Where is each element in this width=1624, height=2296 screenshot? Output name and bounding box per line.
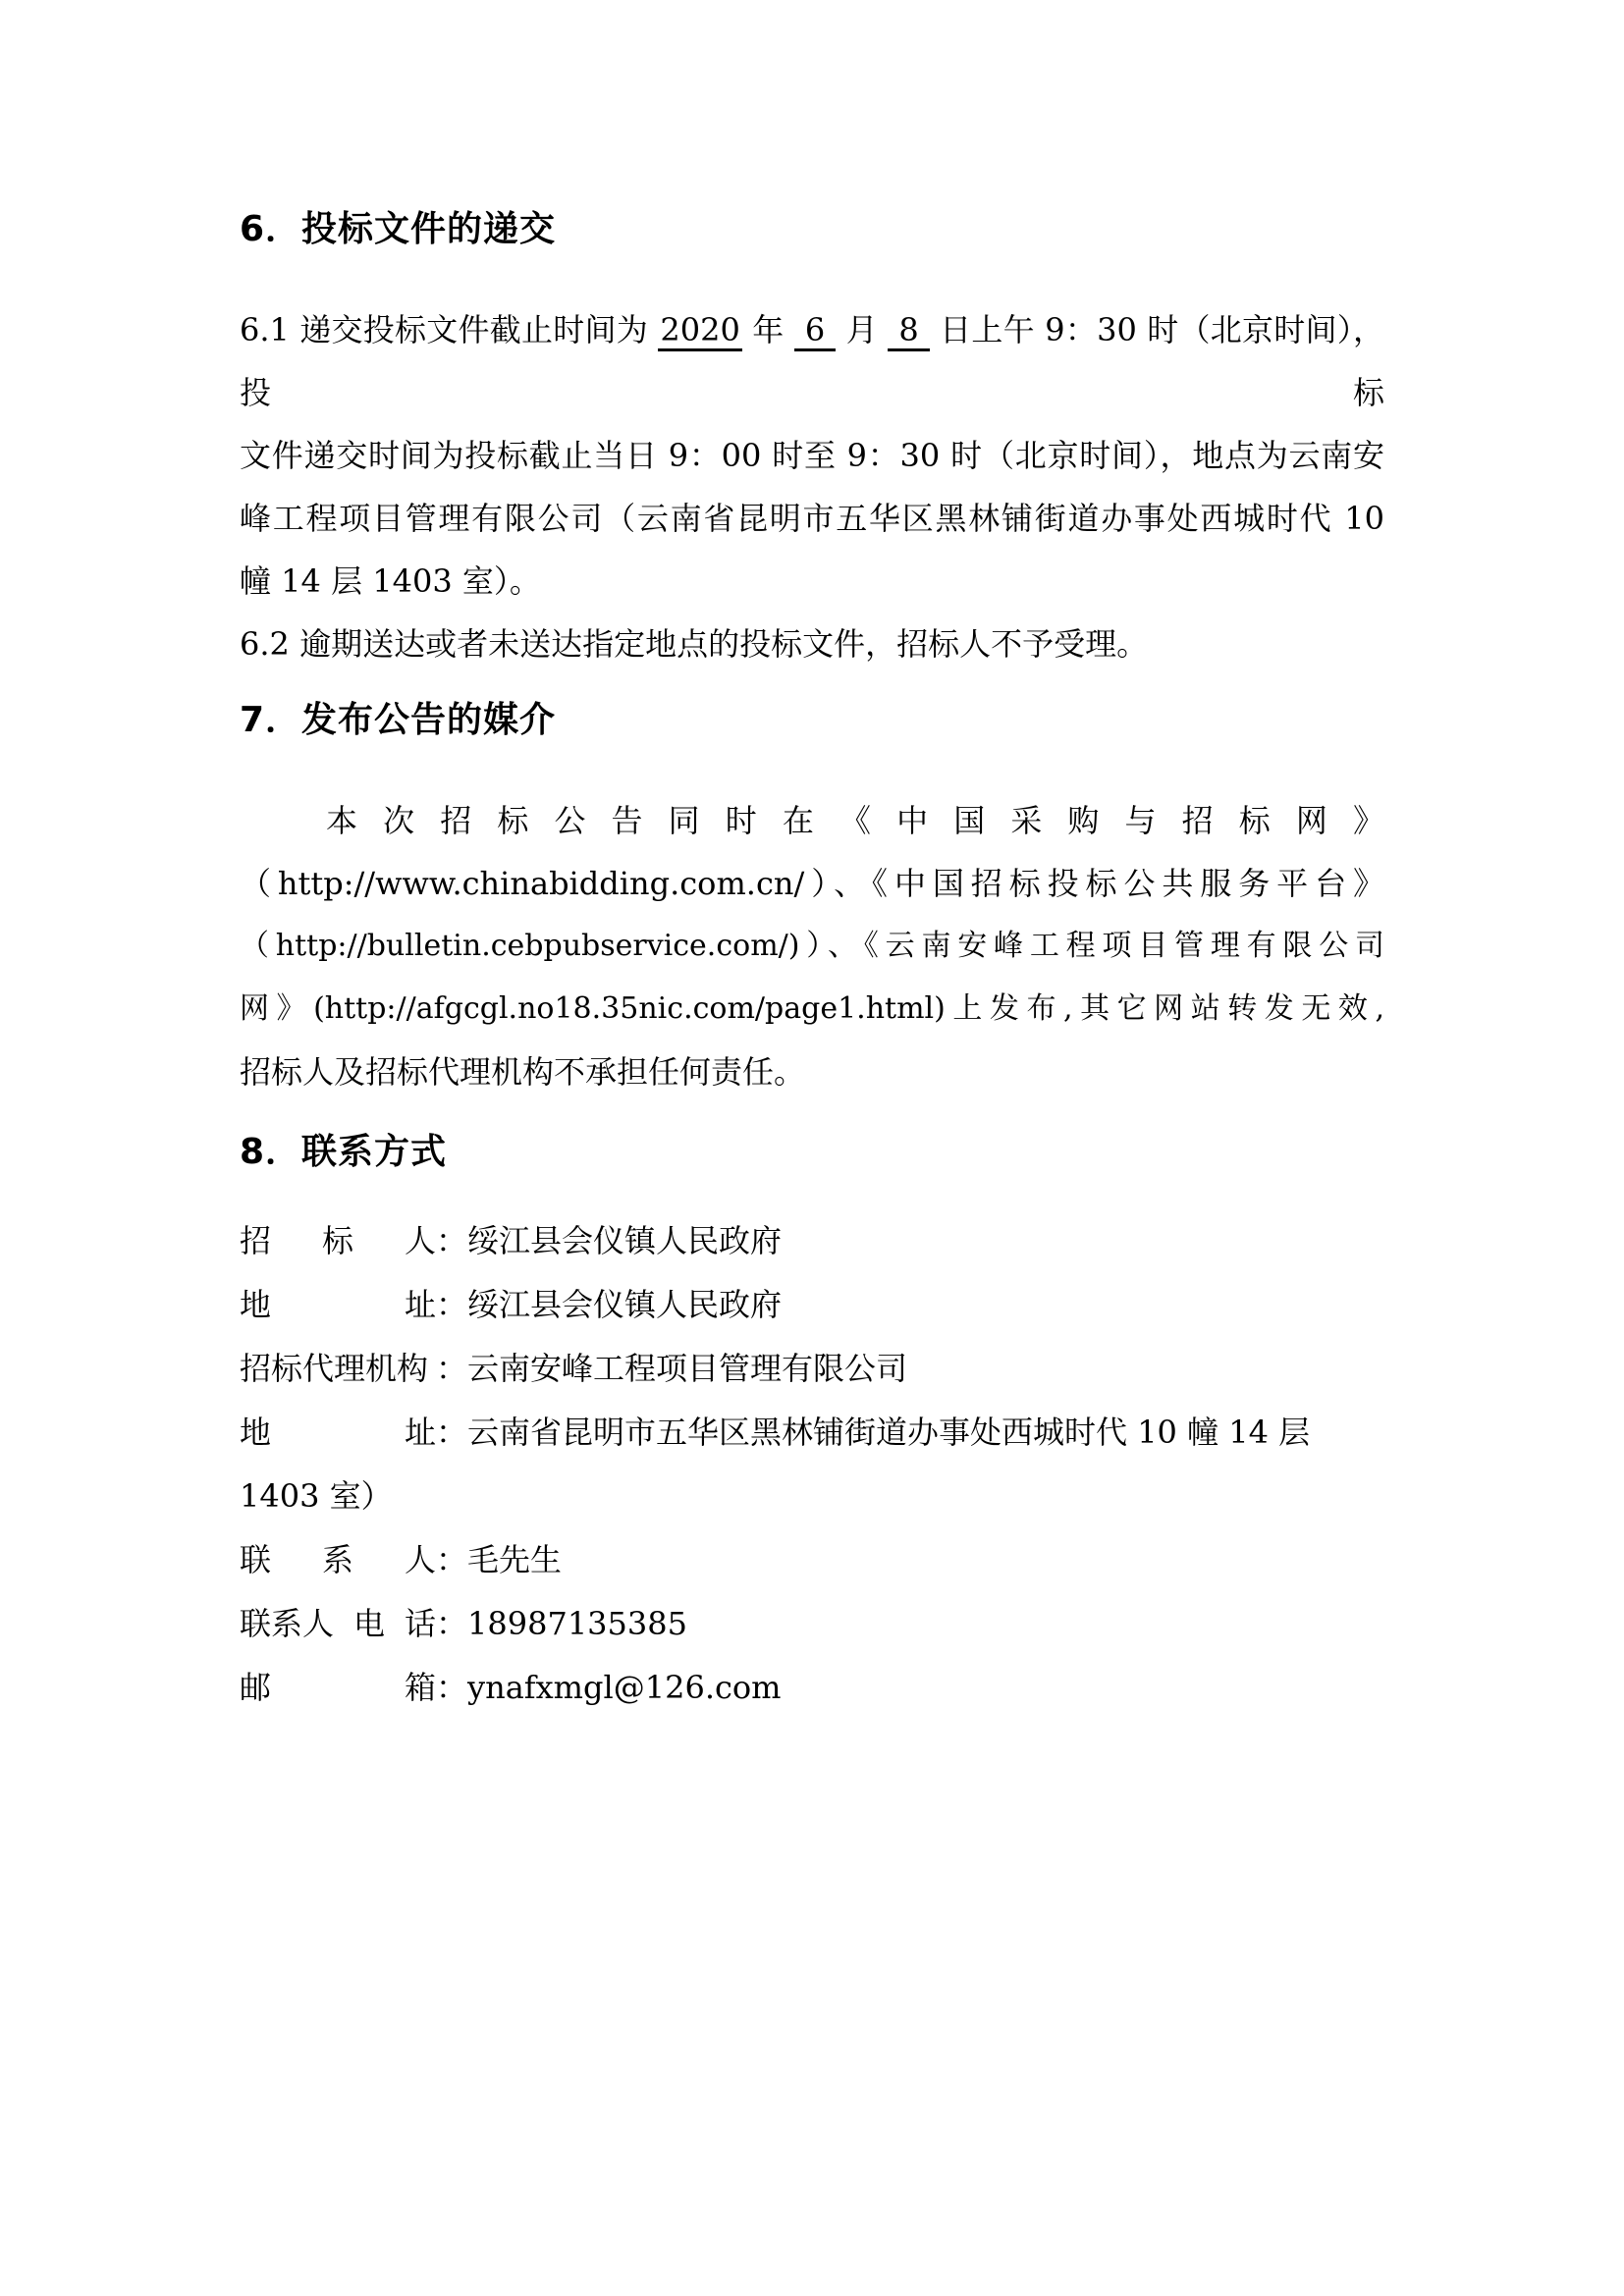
contact-value-contact-person: 毛先生 bbox=[467, 1541, 563, 1578]
paragraph-7-line-5: 招标人及招标代理机构不承担任何责任。 bbox=[240, 1053, 806, 1091]
deadline-text-mid1: 年 bbox=[741, 311, 794, 348]
contact-label-part: 电 bbox=[352, 1605, 385, 1642]
contact-label-part: 标 bbox=[321, 1222, 353, 1259]
contact-row-tenderee bbox=[240, 1209, 1384, 1273]
deadline-text-post: 日上午 9：30 时（北京时间），投标 bbox=[240, 311, 1384, 411]
paragraph-6-1-line-3: 峰工程项目管理有限公司（云南省昆明市五华区黑林铺街道办事处西城时代 10 bbox=[240, 500, 1384, 537]
contact-label-part: 地 bbox=[240, 1414, 272, 1451]
contact-label-part: 话 bbox=[404, 1605, 436, 1642]
contact-label-contact-email bbox=[240, 1656, 436, 1720]
paragraph-7 bbox=[240, 789, 1384, 1103]
contact-value-tenderee-address: 绥江县会仪镇人民政府 bbox=[467, 1286, 783, 1323]
deadline-text-mid2: 月 bbox=[836, 311, 889, 348]
deadline-month-underlined: 6 bbox=[794, 311, 836, 351]
contact-label-part: 联系人 bbox=[240, 1605, 335, 1642]
contact-value-agency: 云南安峰工程项目管理有限公司 bbox=[467, 1350, 908, 1387]
contact-label-agency-address bbox=[240, 1401, 436, 1465]
contact-label-tenderee bbox=[240, 1209, 436, 1273]
paragraph-7-line-3-cebpubservice-url: （http://bulletin.cebpubservice.com/)）、《云南安峰工程项目管理有限公司 bbox=[240, 929, 1384, 963]
section-8-heading: 8．联系方式 bbox=[240, 1132, 448, 1172]
contact-label-contact-phone bbox=[240, 1592, 436, 1656]
contact-label-part: 招标代理机构 bbox=[240, 1350, 429, 1387]
contact-row-contact-email bbox=[240, 1656, 1384, 1720]
contact-label-part: 箱 bbox=[404, 1669, 436, 1706]
contact-value-contact-email: ynafxmgl@126.com bbox=[467, 1669, 782, 1706]
contact-label-contact-person bbox=[240, 1528, 436, 1592]
paragraph-6-1-line-2: 文件递交时间为投标截止当日 9：00 时至 9：30 时（北京时间），地点为云南安 bbox=[240, 437, 1384, 474]
section-7-heading: 7．发布公告的媒介 bbox=[240, 700, 557, 740]
paragraph-6-1-line-1 bbox=[240, 298, 1384, 424]
document-content bbox=[240, 208, 1384, 1720]
contact-row-contact-phone bbox=[240, 1592, 1384, 1656]
contact-label-part: 招 bbox=[240, 1222, 272, 1259]
paragraph-6-2: 6.2 逾期送达或者未送达指定地点的投标文件，招标人不予受理。 bbox=[240, 625, 1149, 663]
contact-value-agency-address: 云南省昆明市五华区黑林铺街道办事处西城时代 10 幢 14 层 bbox=[467, 1414, 1311, 1451]
contact-label-colon: ： bbox=[436, 1222, 468, 1259]
contact-label-colon: ： bbox=[436, 1669, 468, 1706]
contact-label-colon: ： bbox=[436, 1414, 468, 1451]
contact-label-part: 人 bbox=[404, 1222, 436, 1259]
contact-row-contact-person bbox=[240, 1528, 1384, 1592]
deadline-year-underlined: 2020 bbox=[658, 311, 741, 351]
contact-label-part: 系 bbox=[321, 1541, 353, 1578]
contact-value-contact-phone: 18987135385 bbox=[467, 1605, 687, 1642]
deadline-text-pre: 6.1 递交投标文件截止时间为 bbox=[240, 311, 659, 348]
contact-row-agency-address bbox=[240, 1401, 1384, 1465]
contact-label-colon: ： bbox=[436, 1350, 468, 1387]
contact-label-colon: ： bbox=[436, 1286, 468, 1323]
contact-label-part: 地 bbox=[240, 1286, 272, 1323]
section-6-heading: 6．投标文件的递交 bbox=[240, 209, 557, 249]
contact-label-part: 址 bbox=[404, 1286, 436, 1323]
contact-label-tenderee-address bbox=[240, 1273, 436, 1337]
paragraph-7-line-2-chinabidding-url: （http://www.chinabidding.com.cn/）、《中国招标投标公共服务平台》 bbox=[240, 865, 1384, 902]
contact-row-tenderee-address bbox=[240, 1273, 1384, 1337]
contact-value-tenderee: 绥江县会仪镇人民政府 bbox=[467, 1222, 783, 1259]
paragraph-6-1-line-4: 幢 14 层 1403 室）。 bbox=[240, 562, 541, 600]
paragraph-7-line-4-agency-site-url: 网》(http://afgcgl.no18.35nic.com/page1.html)上发布,其它网站转发无效, bbox=[240, 991, 1384, 1026]
contact-list bbox=[240, 1209, 1384, 1720]
contact-label-colon: ： bbox=[436, 1541, 468, 1578]
contact-label-part: 联 bbox=[240, 1541, 272, 1578]
deadline-day-underlined: 8 bbox=[888, 311, 929, 351]
contact-label-agency bbox=[240, 1337, 436, 1401]
contact-label-colon: ： bbox=[436, 1605, 468, 1642]
contact-label-part: 址 bbox=[404, 1414, 436, 1451]
contact-value-agency-address-continued: 1403 室） bbox=[240, 1477, 393, 1515]
paragraph-6-1 bbox=[240, 298, 1384, 613]
contact-label-part: 人 bbox=[404, 1541, 436, 1578]
paragraph-7-line-1: 本 次 招 标 公 告 同 时 在 《 中 国 采 购 与 招 标 网 》 bbox=[326, 802, 1384, 839]
contact-label-part: 邮 bbox=[240, 1669, 272, 1706]
contact-row-agency bbox=[240, 1337, 1384, 1401]
